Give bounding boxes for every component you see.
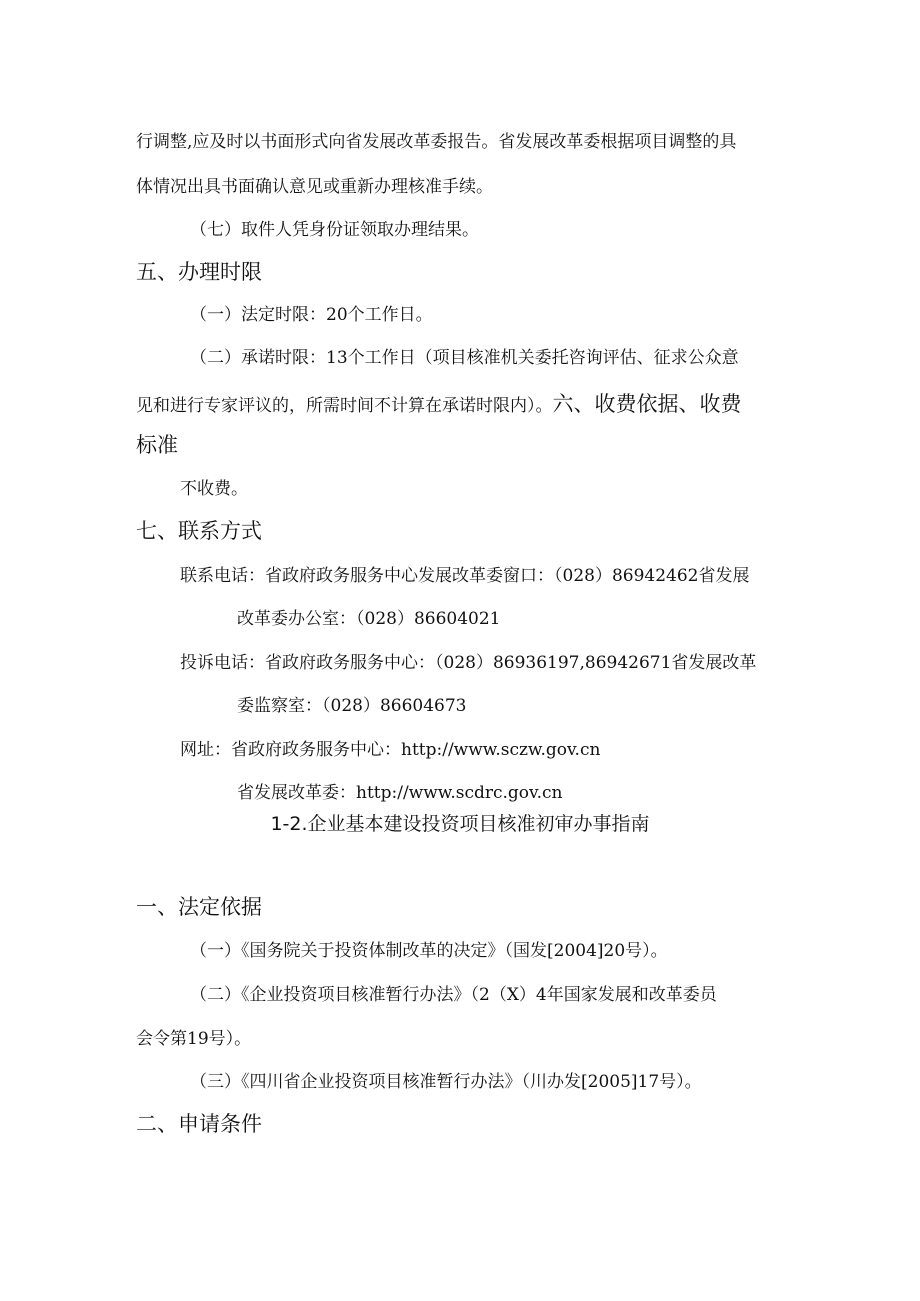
paragraph-line: 行调整,应及时以书面形式向省发展改革委报告。省发展改革委根据项目调整的具	[136, 132, 737, 152]
paragraph-line: （一）法定时限：20个工作日。	[190, 305, 433, 325]
website-line: 网址：省政府政务服务中心：http://www.sczw.gov.cn	[180, 740, 601, 760]
section-heading: 一、法定依据	[136, 895, 262, 919]
complaint-phone-line: 委监察室：（028）86604673	[237, 696, 467, 716]
section-heading: 二、申请条件	[136, 1112, 262, 1136]
paragraph-line: 体情况出具书面确认意见或重新办理核准手续。	[136, 177, 493, 197]
paragraph-line: （二）承诺时限：13个工作日（项目核准机关委托咨询评估、征求公众意	[190, 348, 739, 368]
paragraph-line: 不收费。	[180, 479, 248, 499]
contact-phone-line: 联系电话：省政府政务服务中心发展改革委窗口：（028）86942462省发展	[180, 566, 750, 586]
paragraph-line: （三）《四川省企业投资项目核准暂行办法》（川办发[2005]17号）。	[190, 1072, 702, 1092]
paragraph-line: （七）取件人凭身份证领取办理结果。	[190, 220, 479, 240]
section-heading: 七、联系方式	[136, 519, 262, 543]
section-title: 1-2.企业基本建设投资项目核准初审办事指南	[270, 813, 650, 835]
paragraph-line: （一）《国务院关于投资体制改革的决定》（国发[2004]20号）。	[190, 941, 668, 961]
paragraph-line	[136, 391, 742, 417]
section-heading: 标准	[136, 433, 178, 457]
section-heading: 五、办理时限	[136, 260, 262, 284]
contact-phone-line: 改革委办公室：（028）86604021	[237, 609, 501, 629]
paragraph-text: 见和进行专家评议的，所需时间不计算在承诺时限内）。	[136, 396, 553, 416]
website-line: 省发展改革委：http://www.scdrc.gov.cn	[237, 783, 563, 803]
section-heading: 六、收费依据、收费	[552, 392, 742, 416]
complaint-phone-line: 投诉电话：省政府政务服务中心：（028）86936197,86942671省发展改革	[180, 653, 757, 673]
paragraph-line: 会令第19号）。	[136, 1029, 252, 1049]
paragraph-line: （二）《企业投资项目核准暂行办法》（2（X）4年国家发展和改革委员	[190, 985, 717, 1005]
